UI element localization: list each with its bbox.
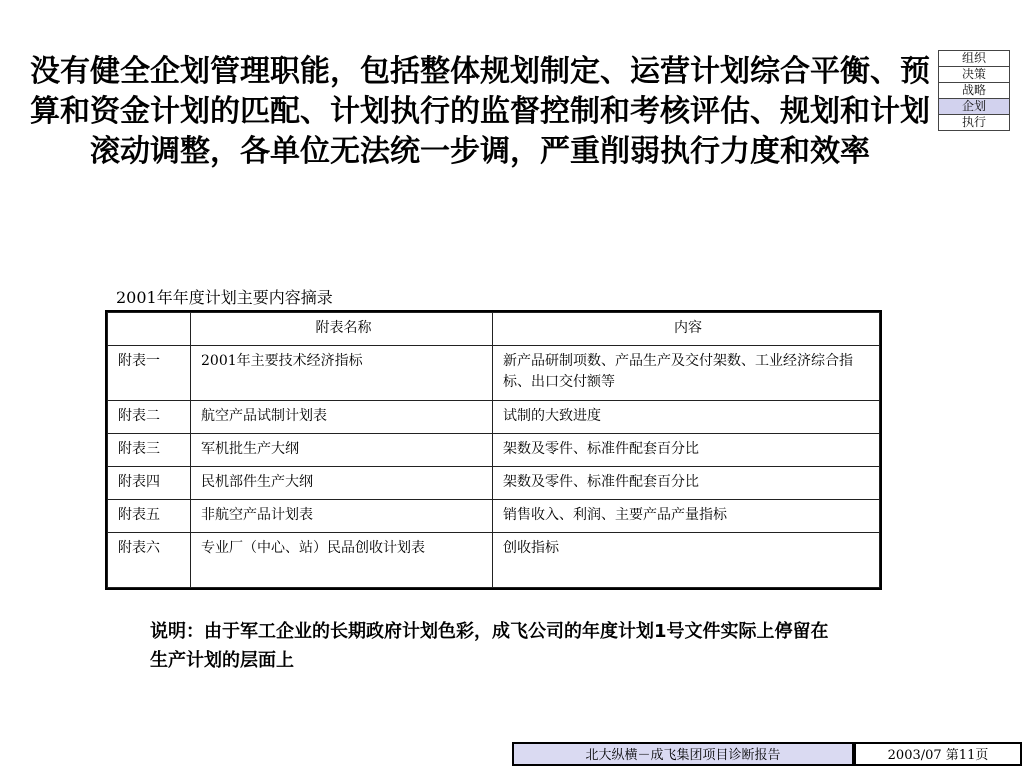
row-index-cell: 附表一 (108, 346, 191, 401)
row-content-cell: 新产品研制项数、产品生产及交付架数、工业经济综合指标、出口交付额等 (493, 346, 880, 401)
table-header-row (108, 313, 880, 346)
header-cell-content: 内容 (493, 313, 880, 346)
explanatory-note: 说明：由于军工企业的长期政府计划色彩，成飞公司的年度计划1号文件实际上停留在生产计划的层面上 (150, 621, 829, 671)
plan-contents-table (105, 310, 882, 590)
row-content-cell: 架数及零件、标准件配套百分比 (493, 434, 880, 467)
row-index-cell: 附表二 (108, 401, 191, 434)
nav-item-execution: 执行 (939, 115, 1009, 131)
table-row (108, 533, 880, 588)
footer-report-title: 北大纵横－成飞集团项目诊断报告 (512, 742, 854, 766)
row-name-cell: 民机部件生产大纲 (191, 467, 493, 500)
nav-item-organization: 组织 (939, 51, 1009, 67)
row-index-cell: 附表五 (108, 500, 191, 533)
table-row (108, 401, 880, 434)
row-name-cell: 航空产品试制计划表 (191, 401, 493, 434)
header-cell-name: 附表名称 (191, 313, 493, 346)
row-content-cell: 创收指标 (493, 533, 880, 588)
nav-item-decision: 决策 (939, 67, 1009, 83)
nav-item-planning: 企划 (939, 99, 1009, 115)
table-caption: 2001年年度计划主要内容摘录 (116, 288, 333, 307)
row-content-cell: 架数及零件、标准件配套百分比 (493, 467, 880, 500)
row-index-cell: 附表四 (108, 467, 191, 500)
row-name-cell: 非航空产品计划表 (191, 500, 493, 533)
table-row (108, 500, 880, 533)
table-row (108, 467, 880, 500)
slide-headline: 没有健全企划管理职能，包括整体规划制定、运营计划综合平衡、预算和资金计划的匹配、计划执行的监督控制和考核评估、规划和计划滚动调整，各单位无法统一步调，严重削弱执行力度和效率 (30, 54, 930, 169)
row-name-cell: 军机批生产大纲 (191, 434, 493, 467)
row-index-cell: 附表三 (108, 434, 191, 467)
header-cell-index (108, 313, 191, 346)
row-content-cell: 试制的大致进度 (493, 401, 880, 434)
row-name-cell: 2001年主要技术经济指标 (191, 346, 493, 401)
section-nav (938, 50, 1010, 131)
row-index-cell: 附表六 (108, 533, 191, 588)
footer-page-number: 2003/07 第11页 (854, 742, 1022, 766)
table-row (108, 346, 880, 401)
row-name-cell: 专业厂（中心、站）民品创收计划表 (191, 533, 493, 588)
nav-item-strategy: 战略 (939, 83, 1009, 99)
table-row (108, 434, 880, 467)
row-content-cell: 销售收入、利润、主要产品产量指标 (493, 500, 880, 533)
